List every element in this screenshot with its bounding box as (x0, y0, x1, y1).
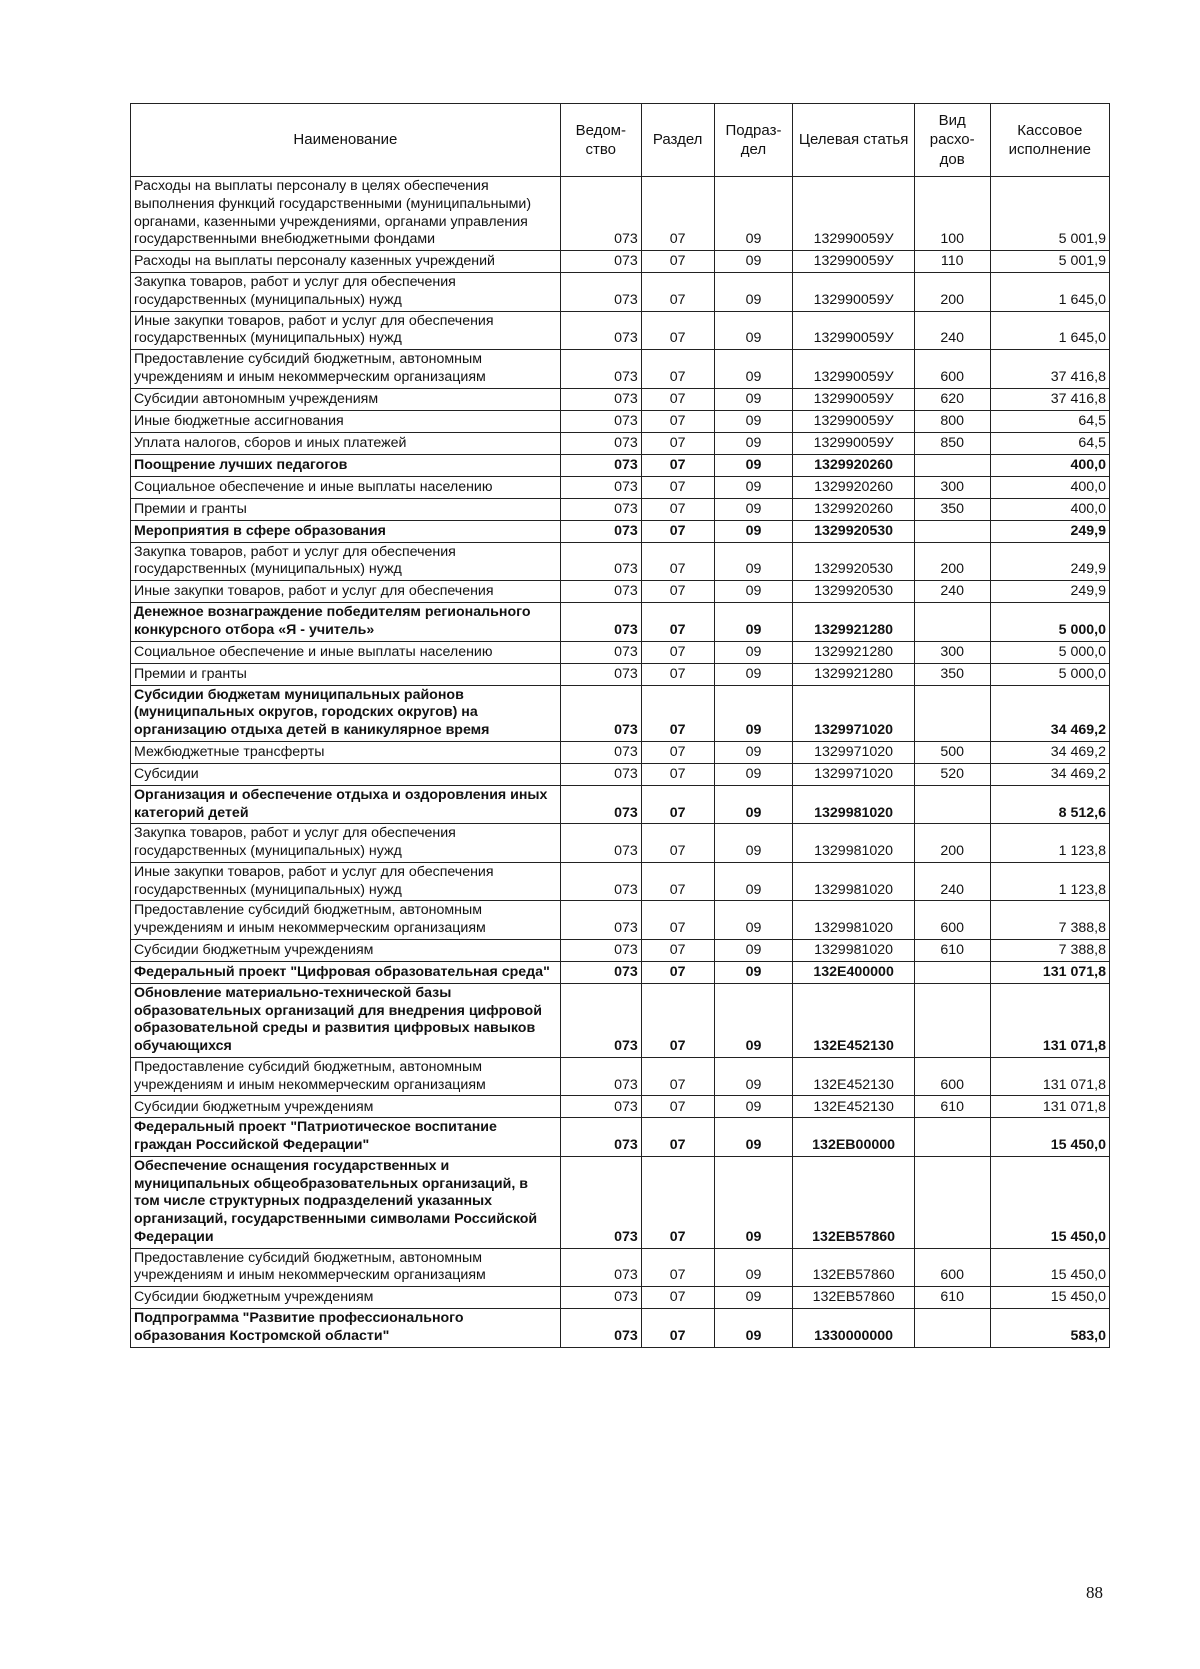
table-row (131, 311, 1110, 350)
row-podrazdel: 09 (714, 476, 793, 498)
row-podrazdel: 09 (714, 388, 793, 410)
row-kassovoe-ispolnenie: 34 469,2 (990, 763, 1109, 785)
table-row (131, 862, 1110, 901)
row-name: Премии и гранты (131, 498, 561, 520)
row-kassovoe-ispolnenie: 8 512,6 (990, 785, 1109, 824)
row-razdel: 07 (641, 862, 714, 901)
row-celevaya-statya: 1329971020 (793, 685, 914, 741)
row-celevaya-statya: 132990059У (793, 350, 914, 389)
row-vedomstvo: 073 (560, 498, 641, 520)
row-vid-rashodov: 200 (914, 542, 990, 581)
row-celevaya-statya: 1329981020 (793, 785, 914, 824)
row-vedomstvo: 073 (560, 177, 641, 251)
table-row (131, 824, 1110, 863)
row-kassovoe-ispolnenie: 5 001,9 (990, 251, 1109, 273)
row-kassovoe-ispolnenie: 400,0 (990, 498, 1109, 520)
row-name: Социальное обеспечение и иные выплаты населению (131, 641, 561, 663)
row-podrazdel: 09 (714, 603, 793, 642)
row-kassovoe-ispolnenie: 7 388,8 (990, 901, 1109, 940)
row-vid-rashodov: 300 (914, 641, 990, 663)
row-celevaya-statya: 132990059У (793, 432, 914, 454)
row-vedomstvo: 073 (560, 824, 641, 863)
row-vid-rashodov: 610 (914, 1096, 990, 1118)
row-vedomstvo: 073 (560, 961, 641, 983)
row-vid-rashodov: 240 (914, 311, 990, 350)
row-celevaya-statya: 132E452130 (793, 1057, 914, 1096)
row-podrazdel: 09 (714, 581, 793, 603)
table-row (131, 1248, 1110, 1287)
row-podrazdel: 09 (714, 785, 793, 824)
row-vid-rashodov: 500 (914, 741, 990, 763)
table-row (131, 741, 1110, 763)
row-celevaya-statya: 132990059У (793, 251, 914, 273)
row-vid-rashodov (914, 1309, 990, 1348)
row-podrazdel: 09 (714, 1287, 793, 1309)
row-razdel: 07 (641, 410, 714, 432)
header-podrazdel: Подраз- дел (714, 104, 793, 177)
row-vedomstvo: 073 (560, 432, 641, 454)
row-razdel: 07 (641, 1309, 714, 1348)
table-row (131, 251, 1110, 273)
row-vedomstvo: 073 (560, 685, 641, 741)
row-podrazdel: 09 (714, 741, 793, 763)
row-vid-rashodov: 240 (914, 862, 990, 901)
table-row (131, 1118, 1110, 1157)
row-kassovoe-ispolnenie: 1 645,0 (990, 273, 1109, 312)
row-podrazdel: 09 (714, 1118, 793, 1157)
row-celevaya-statya: 132990059У (793, 177, 914, 251)
row-kassovoe-ispolnenie: 249,9 (990, 581, 1109, 603)
row-vedomstvo: 073 (560, 763, 641, 785)
row-name: Обеспечение оснащения государственных и муниципальных общеобразовательных организаций, в том числе структурных подразделений указанных организаций, государственными символами Российской Федерации (131, 1156, 561, 1248)
row-vid-rashodov (914, 1156, 990, 1248)
table-row (131, 983, 1110, 1057)
row-name: Закупка товаров, работ и услуг для обеспечения государственных (муниципальных) нужд (131, 273, 561, 312)
row-podrazdel: 09 (714, 311, 793, 350)
row-vedomstvo: 073 (560, 983, 641, 1057)
row-vedomstvo: 073 (560, 641, 641, 663)
row-kassovoe-ispolnenie: 249,9 (990, 520, 1109, 542)
table-row (131, 1057, 1110, 1096)
table-row (131, 388, 1110, 410)
row-podrazdel: 09 (714, 983, 793, 1057)
row-celevaya-statya: 1329981020 (793, 862, 914, 901)
row-kassovoe-ispolnenie: 583,0 (990, 1309, 1109, 1348)
row-razdel: 07 (641, 939, 714, 961)
row-razdel: 07 (641, 961, 714, 983)
table-row (131, 520, 1110, 542)
row-podrazdel: 09 (714, 542, 793, 581)
row-vedomstvo: 073 (560, 388, 641, 410)
row-vid-rashodov (914, 520, 990, 542)
row-kassovoe-ispolnenie: 5 000,0 (990, 603, 1109, 642)
row-name: Расходы на выплаты персоналу казенных учреждений (131, 251, 561, 273)
row-celevaya-statya: 1329981020 (793, 939, 914, 961)
row-vid-rashodov: 600 (914, 1248, 990, 1287)
row-name: Обновление материально-технической базы образовательных организаций для внедрения цифровой образовательной среды и развития цифровых навыков обучающихся (131, 983, 561, 1057)
row-vid-rashodov (914, 785, 990, 824)
table-row (131, 410, 1110, 432)
row-name: Предоставление субсидий бюджетным, автономным учреждениям и иным некоммерческим организациям (131, 350, 561, 389)
budget-execution-table (130, 103, 1110, 1348)
row-podrazdel: 09 (714, 641, 793, 663)
row-vedomstvo: 073 (560, 663, 641, 685)
row-celevaya-statya: 1329921280 (793, 663, 914, 685)
row-kassovoe-ispolnenie: 15 450,0 (990, 1287, 1109, 1309)
page-number: 88 (1086, 1583, 1103, 1602)
row-razdel: 07 (641, 454, 714, 476)
row-razdel: 07 (641, 273, 714, 312)
row-name: Денежное вознаграждение победителям регионального конкурсного отбора «Я - учитель» (131, 603, 561, 642)
table-row (131, 177, 1110, 251)
row-vedomstvo: 073 (560, 1096, 641, 1118)
row-name: Мероприятия в сфере образования (131, 520, 561, 542)
table-body (131, 177, 1110, 1348)
row-name: Иные закупки товаров, работ и услуг для обеспечения государственных (муниципальных) нужд (131, 862, 561, 901)
row-celevaya-statya: 132990059У (793, 410, 914, 432)
row-celevaya-statya: 1329921280 (793, 641, 914, 663)
row-kassovoe-ispolnenie: 131 071,8 (990, 1096, 1109, 1118)
row-podrazdel: 09 (714, 663, 793, 685)
row-razdel: 07 (641, 663, 714, 685)
row-name: Организация и обеспечение отдыха и оздоровления иных категорий детей (131, 785, 561, 824)
row-vid-rashodov: 600 (914, 1057, 990, 1096)
row-vedomstvo: 073 (560, 901, 641, 940)
row-podrazdel: 09 (714, 498, 793, 520)
row-vedomstvo: 073 (560, 542, 641, 581)
row-celevaya-statya: 132EB57860 (793, 1248, 914, 1287)
row-kassovoe-ispolnenie: 131 071,8 (990, 961, 1109, 983)
row-kassovoe-ispolnenie: 7 388,8 (990, 939, 1109, 961)
row-celevaya-statya: 1329921280 (793, 603, 914, 642)
row-vedomstvo: 073 (560, 311, 641, 350)
table-row (131, 663, 1110, 685)
row-name: Субсидии автономным учреждениям (131, 388, 561, 410)
row-vid-rashodov (914, 983, 990, 1057)
row-kassovoe-ispolnenie: 64,5 (990, 410, 1109, 432)
row-podrazdel: 09 (714, 685, 793, 741)
row-razdel: 07 (641, 1118, 714, 1157)
row-razdel: 07 (641, 520, 714, 542)
row-celevaya-statya: 1329981020 (793, 824, 914, 863)
row-celevaya-statya: 1329920260 (793, 454, 914, 476)
row-podrazdel: 09 (714, 763, 793, 785)
row-podrazdel: 09 (714, 432, 793, 454)
row-kassovoe-ispolnenie: 400,0 (990, 476, 1109, 498)
row-celevaya-statya: 132E452130 (793, 1096, 914, 1118)
row-podrazdel: 09 (714, 410, 793, 432)
row-razdel: 07 (641, 785, 714, 824)
row-kassovoe-ispolnenie: 5 000,0 (990, 663, 1109, 685)
row-razdel: 07 (641, 432, 714, 454)
row-name: Межбюджетные трансферты (131, 741, 561, 763)
row-razdel: 07 (641, 542, 714, 581)
row-podrazdel: 09 (714, 251, 793, 273)
row-podrazdel: 09 (714, 454, 793, 476)
row-vid-rashodov (914, 961, 990, 983)
row-celevaya-statya: 1329981020 (793, 901, 914, 940)
row-celevaya-statya: 132EB57860 (793, 1156, 914, 1248)
row-razdel: 07 (641, 498, 714, 520)
row-celevaya-statya: 132990059У (793, 388, 914, 410)
row-razdel: 07 (641, 1096, 714, 1118)
row-name: Закупка товаров, работ и услуг для обеспечения государственных (муниципальных) нужд (131, 542, 561, 581)
table-row (131, 603, 1110, 642)
row-vedomstvo: 073 (560, 939, 641, 961)
row-celevaya-statya: 1330000000 (793, 1309, 914, 1348)
row-vedomstvo: 073 (560, 410, 641, 432)
row-vid-rashodov (914, 685, 990, 741)
table-row (131, 542, 1110, 581)
row-vid-rashodov: 350 (914, 663, 990, 685)
row-razdel: 07 (641, 311, 714, 350)
row-vid-rashodov: 110 (914, 251, 990, 273)
row-kassovoe-ispolnenie: 37 416,8 (990, 350, 1109, 389)
table-row (131, 581, 1110, 603)
row-name: Иные закупки товаров, работ и услуг для обеспечения государственных (муниципальных) нужд (131, 311, 561, 350)
header-vedomstvo: Ведом- ство (560, 104, 641, 177)
row-razdel: 07 (641, 641, 714, 663)
row-vid-rashodov (914, 1118, 990, 1157)
row-vedomstvo: 073 (560, 862, 641, 901)
row-vid-rashodov: 850 (914, 432, 990, 454)
row-podrazdel: 09 (714, 901, 793, 940)
row-podrazdel: 09 (714, 1057, 793, 1096)
row-kassovoe-ispolnenie: 15 450,0 (990, 1156, 1109, 1248)
table-row (131, 454, 1110, 476)
row-podrazdel: 09 (714, 862, 793, 901)
row-kassovoe-ispolnenie: 64,5 (990, 432, 1109, 454)
row-vid-rashodov: 100 (914, 177, 990, 251)
row-vid-rashodov: 610 (914, 939, 990, 961)
row-celevaya-statya: 132E452130 (793, 983, 914, 1057)
row-vid-rashodov: 620 (914, 388, 990, 410)
table-row (131, 1287, 1110, 1309)
header-celevaya-statya: Целевая статья (793, 104, 914, 177)
row-razdel: 07 (641, 1287, 714, 1309)
row-celevaya-statya: 132EB57860 (793, 1287, 914, 1309)
row-razdel: 07 (641, 1248, 714, 1287)
row-vid-rashodov: 300 (914, 476, 990, 498)
table-row (131, 685, 1110, 741)
row-celevaya-statya: 1329920530 (793, 520, 914, 542)
row-celevaya-statya: 1329971020 (793, 763, 914, 785)
row-kassovoe-ispolnenie: 400,0 (990, 454, 1109, 476)
row-name: Социальное обеспечение и иные выплаты населению (131, 476, 561, 498)
row-kassovoe-ispolnenie: 131 071,8 (990, 1057, 1109, 1096)
table-row (131, 901, 1110, 940)
row-vedomstvo: 073 (560, 785, 641, 824)
row-kassovoe-ispolnenie: 1 123,8 (990, 862, 1109, 901)
table-row (131, 641, 1110, 663)
table-row (131, 1156, 1110, 1248)
row-podrazdel: 09 (714, 824, 793, 863)
row-razdel: 07 (641, 1156, 714, 1248)
row-podrazdel: 09 (714, 177, 793, 251)
row-kassovoe-ispolnenie: 249,9 (990, 542, 1109, 581)
row-name: Поощрение лучших педагогов (131, 454, 561, 476)
row-razdel: 07 (641, 1057, 714, 1096)
row-name: Субсидии (131, 763, 561, 785)
table-row (131, 763, 1110, 785)
header-razdel: Раздел (641, 104, 714, 177)
row-vedomstvo: 073 (560, 1118, 641, 1157)
table-row (131, 498, 1110, 520)
row-vedomstvo: 073 (560, 350, 641, 389)
row-podrazdel: 09 (714, 1096, 793, 1118)
table-row (131, 1096, 1110, 1118)
row-razdel: 07 (641, 603, 714, 642)
row-razdel: 07 (641, 901, 714, 940)
row-vid-rashodov: 350 (914, 498, 990, 520)
row-podrazdel: 09 (714, 350, 793, 389)
row-vid-rashodov: 800 (914, 410, 990, 432)
row-name: Иные бюджетные ассигнования (131, 410, 561, 432)
row-vedomstvo: 073 (560, 1309, 641, 1348)
row-vedomstvo: 073 (560, 1287, 641, 1309)
row-vedomstvo: 073 (560, 1057, 641, 1096)
row-podrazdel: 09 (714, 273, 793, 312)
row-kassovoe-ispolnenie: 5 001,9 (990, 177, 1109, 251)
row-razdel: 07 (641, 476, 714, 498)
row-podrazdel: 09 (714, 939, 793, 961)
row-vid-rashodov (914, 603, 990, 642)
row-name: Субсидии бюджетам муниципальных районов (муниципальных округов, городских округов) на организацию отдыха детей в каникулярное время (131, 685, 561, 741)
row-celevaya-statya: 1329920260 (793, 476, 914, 498)
row-celevaya-statya: 1329920530 (793, 581, 914, 603)
row-celevaya-statya: 132990059У (793, 311, 914, 350)
row-name: Федеральный проект "Патриотическое воспитание граждан Российской Федерации" (131, 1118, 561, 1157)
row-vid-rashodov: 610 (914, 1287, 990, 1309)
row-kassovoe-ispolnenie: 15 450,0 (990, 1118, 1109, 1157)
row-name: Субсидии бюджетным учреждениям (131, 1287, 561, 1309)
row-kassovoe-ispolnenie: 34 469,2 (990, 741, 1109, 763)
row-kassovoe-ispolnenie: 15 450,0 (990, 1248, 1109, 1287)
table-row (131, 273, 1110, 312)
row-name: Субсидии бюджетным учреждениям (131, 939, 561, 961)
row-vid-rashodov: 600 (914, 350, 990, 389)
table-row (131, 350, 1110, 389)
row-razdel: 07 (641, 251, 714, 273)
row-kassovoe-ispolnenie: 37 416,8 (990, 388, 1109, 410)
row-celevaya-statya: 132E400000 (793, 961, 914, 983)
row-podrazdel: 09 (714, 1309, 793, 1348)
row-name: Уплата налогов, сборов и иных платежей (131, 432, 561, 454)
row-razdel: 07 (641, 388, 714, 410)
row-vid-rashodov: 600 (914, 901, 990, 940)
row-razdel: 07 (641, 763, 714, 785)
row-razdel: 07 (641, 983, 714, 1057)
row-vedomstvo: 073 (560, 581, 641, 603)
row-celevaya-statya: 1329971020 (793, 741, 914, 763)
row-name: Подпрограмма "Развитие профессионального образования Костромской области" (131, 1309, 561, 1348)
row-celevaya-statya: 132990059У (793, 273, 914, 312)
row-name: Закупка товаров, работ и услуг для обеспечения государственных (муниципальных) нужд (131, 824, 561, 863)
row-celevaya-statya: 1329920260 (793, 498, 914, 520)
table-row (131, 476, 1110, 498)
table-row (131, 1309, 1110, 1348)
row-name: Иные закупки товаров, работ и услуг для обеспечения (131, 581, 561, 603)
row-vedomstvo: 073 (560, 741, 641, 763)
row-vid-rashodov: 520 (914, 763, 990, 785)
row-vedomstvo: 073 (560, 603, 641, 642)
row-name: Федеральный проект "Цифровая образовательная среда" (131, 961, 561, 983)
row-vedomstvo: 073 (560, 454, 641, 476)
row-name: Предоставление субсидий бюджетным, автономным учреждениям и иным некоммерческим организациям (131, 901, 561, 940)
row-kassovoe-ispolnenie: 1 645,0 (990, 311, 1109, 350)
row-celevaya-statya: 1329920530 (793, 542, 914, 581)
row-razdel: 07 (641, 350, 714, 389)
row-razdel: 07 (641, 685, 714, 741)
row-vedomstvo: 073 (560, 476, 641, 498)
row-name: Предоставление субсидий бюджетным, автономным учреждениям и иным некоммерческим организациям (131, 1057, 561, 1096)
row-vedomstvo: 073 (560, 520, 641, 542)
table-row (131, 961, 1110, 983)
row-razdel: 07 (641, 741, 714, 763)
header-name: Наименование (131, 104, 561, 177)
header-vid-rashodov: Вид расхо- дов (914, 104, 990, 177)
row-vid-rashodov: 200 (914, 273, 990, 312)
row-razdel: 07 (641, 177, 714, 251)
row-razdel: 07 (641, 824, 714, 863)
row-podrazdel: 09 (714, 1156, 793, 1248)
row-name: Субсидии бюджетным учреждениям (131, 1096, 561, 1118)
row-name: Предоставление субсидий бюджетным, автономным учреждениям и иным некоммерческим организациям (131, 1248, 561, 1287)
table-row (131, 939, 1110, 961)
row-vedomstvo: 073 (560, 1156, 641, 1248)
table-row (131, 785, 1110, 824)
row-vid-rashodov: 200 (914, 824, 990, 863)
row-name: Премии и гранты (131, 663, 561, 685)
row-kassovoe-ispolnenie: 34 469,2 (990, 685, 1109, 741)
row-name: Расходы на выплаты персоналу в целях обеспечения выполнения функций государственными (муниципальными) органами, казенными учреждениями, органами управления государственными внебюджетными фондами (131, 177, 561, 251)
row-vid-rashodov: 240 (914, 581, 990, 603)
row-kassovoe-ispolnenie: 131 071,8 (990, 983, 1109, 1057)
row-celevaya-statya: 132EB00000 (793, 1118, 914, 1157)
table-row (131, 432, 1110, 454)
row-podrazdel: 09 (714, 1248, 793, 1287)
row-podrazdel: 09 (714, 520, 793, 542)
row-vedomstvo: 073 (560, 251, 641, 273)
row-podrazdel: 09 (714, 961, 793, 983)
row-vid-rashodov (914, 454, 990, 476)
row-kassovoe-ispolnenie: 1 123,8 (990, 824, 1109, 863)
row-kassovoe-ispolnenie: 5 000,0 (990, 641, 1109, 663)
header-kassovoe-ispolnenie: Кассовое исполнение (990, 104, 1109, 177)
table-header-row (131, 104, 1110, 177)
row-vedomstvo: 073 (560, 273, 641, 312)
row-razdel: 07 (641, 581, 714, 603)
row-vedomstvo: 073 (560, 1248, 641, 1287)
